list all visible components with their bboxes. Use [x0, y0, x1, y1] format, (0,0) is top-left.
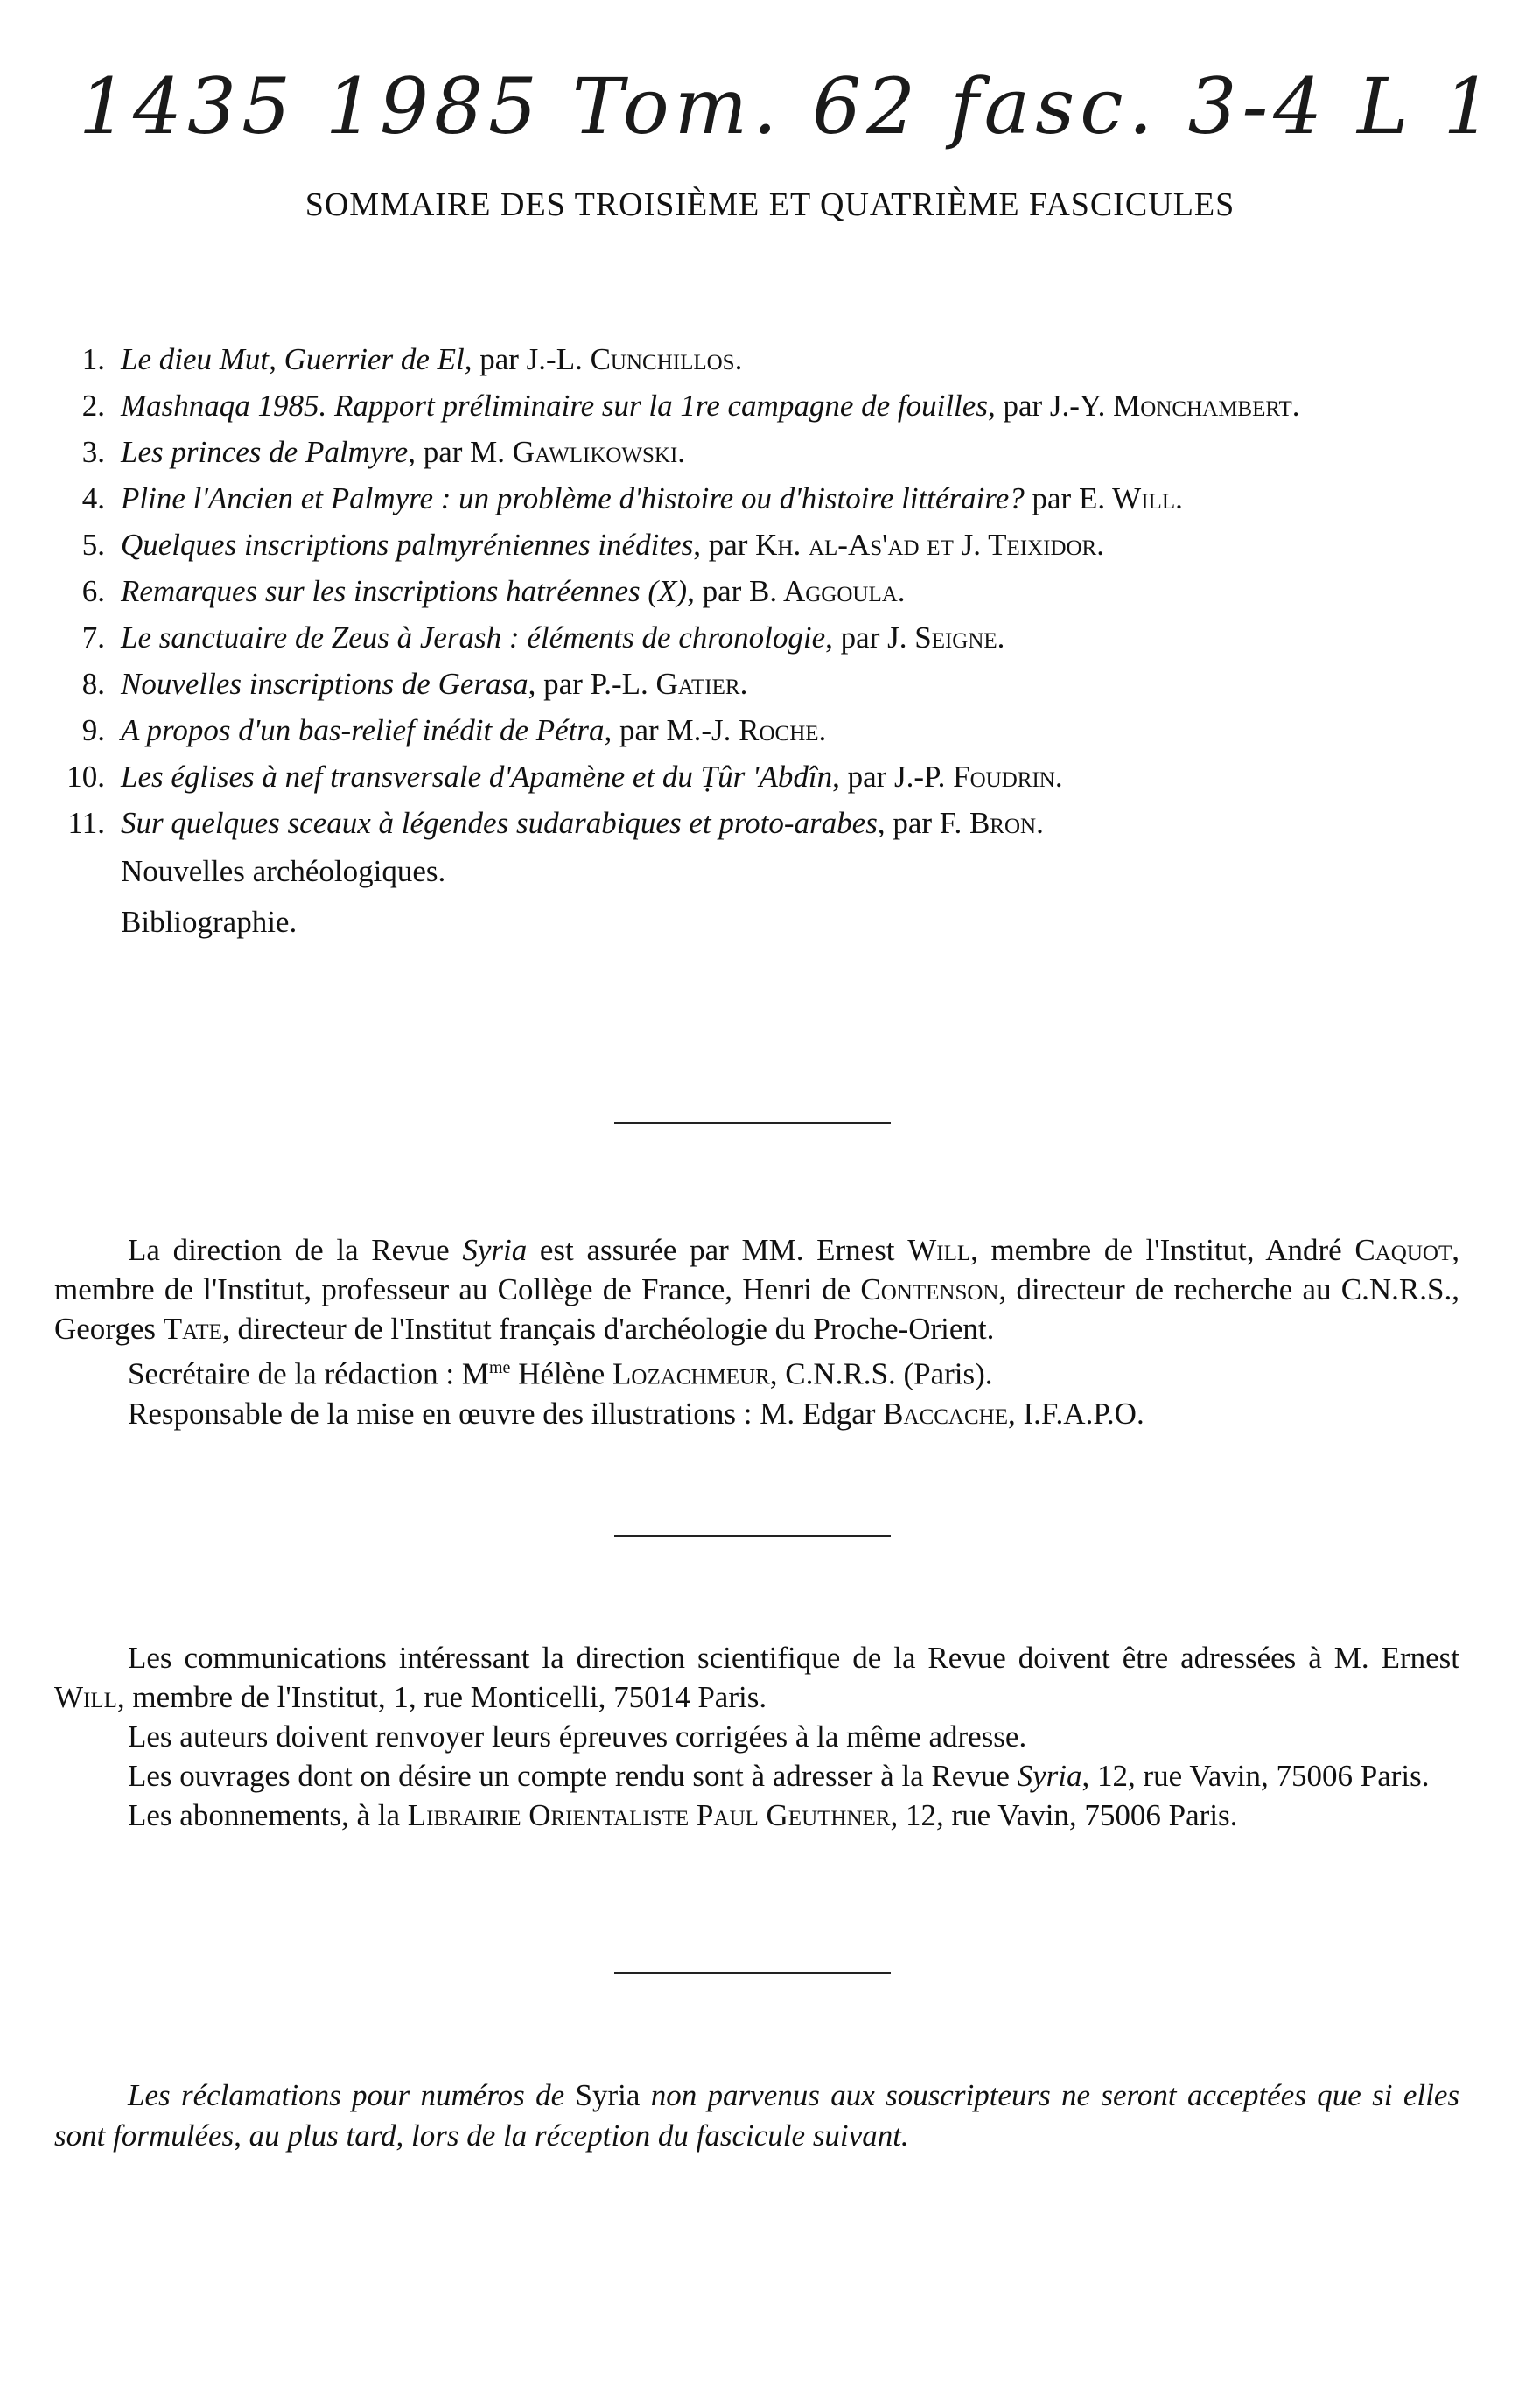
text-run: , 12, rue Vavin, 75006 Paris. [890, 1798, 1238, 1832]
toc-separator: , par [604, 713, 667, 747]
communications-section [54, 1638, 1460, 1835]
toc-separator: , par [987, 389, 1050, 423]
toc-separator: , par [687, 574, 750, 608]
toc-title: Pline l'Ancien et Palmyre : un problème d'histoire ou d'histoire littéraire? [121, 481, 1025, 515]
surname: Contenson [860, 1272, 999, 1306]
secretary-line [54, 1348, 1460, 1394]
surname: Lozachmeur [612, 1356, 770, 1391]
toc-separator: , par [832, 760, 895, 794]
toc-author: P.-L. Gatier. [590, 667, 748, 701]
illustrations-line [54, 1394, 1460, 1433]
toc-author: M.-J. Roche. [666, 713, 827, 747]
toc-number: 6. [81, 574, 105, 608]
toc-title: Mashnaqa 1985. Rapport préliminaire sur la 1re campagne de fouilles [121, 389, 988, 423]
toc-title: Les princes de Palmyre [121, 435, 409, 469]
toc-item [61, 707, 1461, 753]
subscriptions-paragraph [54, 1796, 1460, 1835]
toc-separator: , par [464, 342, 527, 376]
claims-note [54, 2076, 1460, 2156]
text-run: Les ouvrages dont on désire un compte rendu sont à adresser à la Revue [128, 1759, 1018, 1793]
toc-title: A propos d'un bas-relief inédit de Pétra [121, 713, 605, 747]
text-run: , C.N.R.S. (Paris). [769, 1356, 993, 1391]
toc-author: M. Gawlikowski. [470, 435, 686, 469]
toc-separator: par [1024, 481, 1079, 515]
text-run: Les abonnements, à la [128, 1798, 408, 1832]
toc-author: Kh. al-As'ad et J. Teixidor. [755, 528, 1104, 562]
surname: Baccache [883, 1396, 1008, 1431]
toc-separator: , par [528, 667, 591, 701]
page-title: SOMMAIRE DES TROISIÈME ET QUATRIÈME FASCICULES [304, 186, 1236, 223]
toc-item [61, 568, 1461, 614]
table-of-contents [61, 336, 1461, 948]
toc-bibliography: Bibliographie. [121, 905, 298, 939]
toc-separator: , par [877, 806, 940, 840]
toc-number: 1. [81, 342, 105, 376]
toc-number: 2. [81, 389, 105, 423]
handwritten-annotation: 1435 1985 Tom. 62 fasc. 3-4 L 1 [79, 61, 1498, 151]
toc-author: J.-L. Cunchillos. [526, 342, 743, 376]
toc-author: F. Bron. [939, 806, 1044, 840]
toc-author: B. Aggoula. [749, 574, 906, 608]
publisher-name: Librairie Orientaliste Paul Geuthner [407, 1798, 891, 1832]
toc-title: Remarques sur les inscriptions hatréennes (X) [121, 574, 688, 608]
text-run: Secrétaire de la rédaction : M [128, 1356, 489, 1391]
text-run: Responsable de la mise en œuvre des illustrations : M. Edgar [128, 1396, 884, 1431]
text-run: , directeur de l'Institut français d'archéologie du Proche-Orient. [221, 1312, 995, 1346]
text-run: est assurée par MM. Ernest [527, 1233, 908, 1267]
toc-separator: , par [408, 435, 471, 469]
text-run: , membre de l'Institut, professeur au Collège de France, Henri de [54, 1233, 1460, 1306]
direction-paragraph [54, 1230, 1460, 1348]
text-run: , 12, rue Vavin, 75006 Paris. [1082, 1759, 1430, 1793]
toc-item [61, 661, 1461, 707]
surname: Will [54, 1680, 117, 1714]
surname: Caquot [1354, 1233, 1452, 1267]
toc-number: 7. [81, 620, 105, 655]
text-run: Les réclamations pour numéros de [128, 2078, 576, 2112]
toc-separator: , par [693, 528, 756, 562]
toc-title: Le dieu Mut, Guerrier de El [121, 342, 465, 376]
authors-paragraph: Les auteurs doivent renvoyer leurs épreuves corrigées à la même adresse. [128, 1719, 1027, 1754]
toc-item [61, 382, 1461, 429]
surname: Will [907, 1233, 971, 1267]
toc-number: 8. [81, 667, 105, 701]
toc-item [61, 522, 1461, 568]
toc-news: Nouvelles archéologiques. [121, 854, 446, 888]
toc-number: 9. [81, 713, 105, 747]
superscript: me [489, 1358, 511, 1377]
toc-item [61, 475, 1461, 522]
toc-number: 10. [66, 760, 105, 794]
toc-title: Nouvelles inscriptions de Gerasa [121, 667, 528, 701]
section-divider [614, 1122, 891, 1124]
text-run: non parvenus aux souscripteurs ne seront acceptées que si elles sont formulées, au plus tard, lors de la réception du fascicule suivant. [54, 2078, 1460, 2153]
toc-number: 5. [81, 528, 105, 562]
toc-title: Quelques inscriptions palmyréniennes inédites [121, 528, 694, 562]
toc-author: E. Will. [1078, 481, 1183, 515]
books-paragraph [54, 1756, 1460, 1796]
direction-section [54, 1230, 1460, 1433]
toc-number: 3. [81, 435, 105, 469]
toc-title: Sur quelques sceaux à légendes sudarabiques et proto-arabes [121, 806, 878, 840]
toc-author: J. Seigne. [887, 620, 1005, 655]
toc-item [61, 614, 1461, 661]
toc-number: 11. [67, 806, 105, 840]
toc-item [61, 753, 1461, 800]
toc-separator: , par [825, 620, 888, 655]
toc-title: Les églises à nef transversale d'Apamène et du Ṭûr 'Abdîn [121, 760, 833, 794]
text-run: , I.F.A.P.O. [1007, 1396, 1144, 1431]
toc-author: J.-P. Foudrin. [894, 760, 1063, 794]
text-run: Hélène [510, 1356, 613, 1391]
journal-name: Syria [462, 1233, 528, 1267]
communications-paragraph [54, 1638, 1460, 1717]
journal-name: Syria [575, 2078, 640, 2112]
toc-item [61, 336, 1461, 382]
text-run: Les communications intéressant la direction scientifique de la Revue doivent être adressées à M. Ernest [128, 1641, 1460, 1675]
journal-name: Syria [1017, 1759, 1082, 1793]
surname: Tate [163, 1312, 222, 1346]
toc-title: Le sanctuaire de Zeus à Jerash : éléments de chronologie [121, 620, 826, 655]
text-run: La direction de la Revue [128, 1233, 463, 1267]
text-run: , directeur de recherche au C.N.R.S., Georges [54, 1272, 1460, 1346]
section-divider [614, 1535, 891, 1537]
toc-item [61, 429, 1461, 475]
text-run: , membre de l'Institut, 1, rue Monticelli, 75014 Paris. [116, 1680, 767, 1714]
section-divider [614, 1972, 891, 1974]
toc-author: J.-Y. Monchambert. [1049, 389, 1300, 423]
toc-item [61, 800, 1461, 846]
text-run: , membre de l'Institut, André [970, 1233, 1355, 1267]
toc-number: 4. [81, 481, 105, 515]
